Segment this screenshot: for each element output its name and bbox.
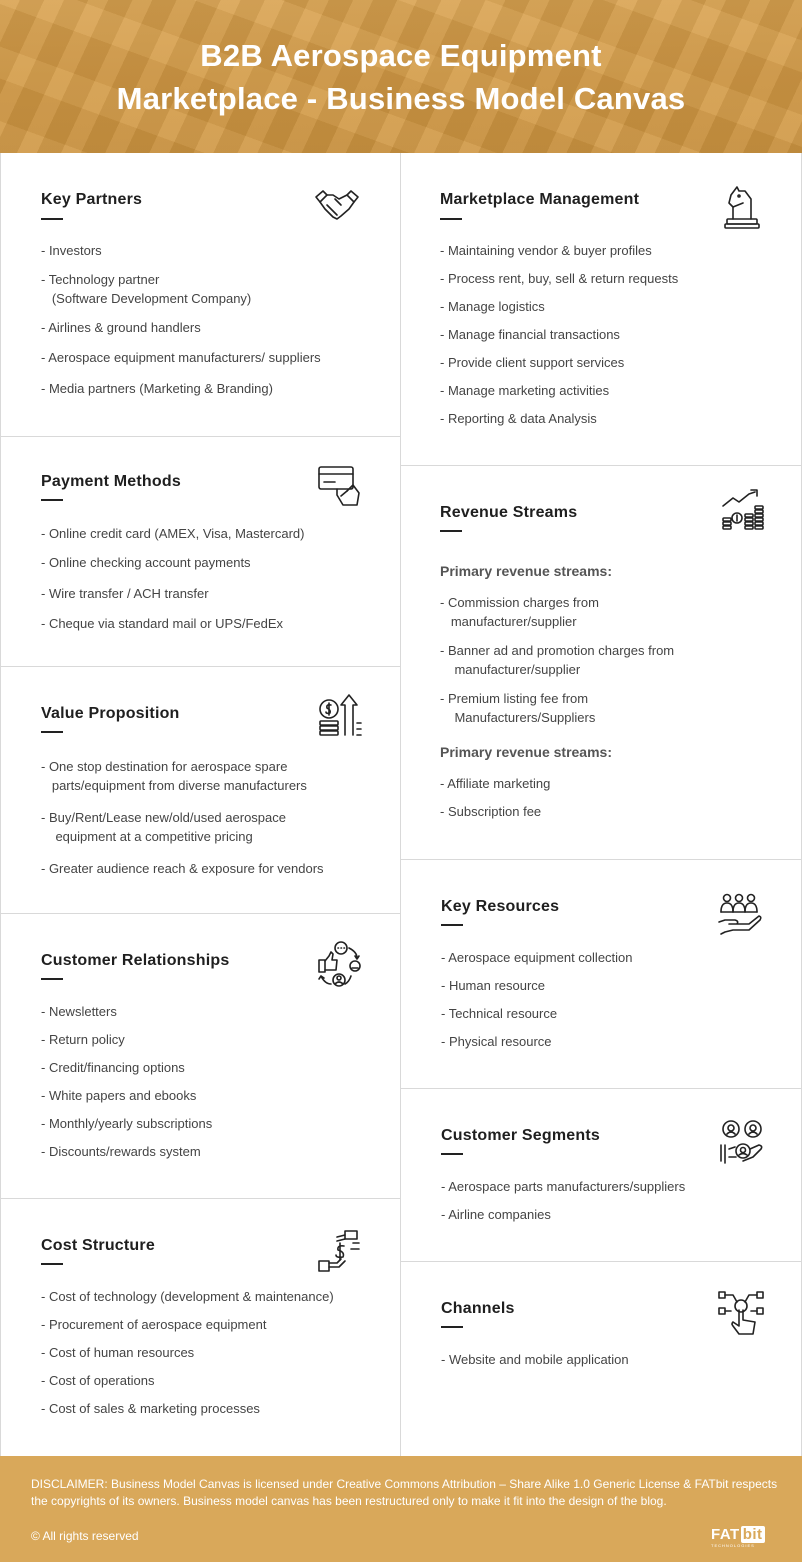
- title-underline: [41, 1263, 63, 1265]
- page-title-line1: B2B Aerospace Equipment: [200, 37, 602, 73]
- header-banner: [0, 0, 802, 153]
- fatbit-logo: [711, 1526, 765, 1543]
- title-underline: [441, 1326, 463, 1328]
- title-underline: [41, 978, 63, 980]
- list-item: - Cost of sales & marketing processes: [41, 1401, 260, 1416]
- logo-bit: bit: [742, 1526, 763, 1543]
- list-item: - Physical resource: [441, 1034, 552, 1049]
- page-title: [117, 34, 686, 120]
- list-item: - Website and mobile application: [441, 1352, 629, 1367]
- list-item: - Media partners (Marketing & Branding): [41, 381, 273, 396]
- list-item: Manufacturers/Suppliers: [440, 710, 596, 725]
- key-resources-list: [441, 948, 633, 1051]
- list-item: - Online credit card (AMEX, Visa, Mastercard): [41, 526, 305, 541]
- customer-segments-title: Customer Segments: [441, 1127, 600, 1144]
- list-item: - Greater audience reach & exposure for vendors: [41, 861, 324, 876]
- title-underline: [440, 218, 462, 220]
- title-underline: [440, 530, 462, 532]
- list-item: - Buy/Rent/Lease new/old/used aerospace: [41, 810, 286, 825]
- people-hand-icon: [717, 890, 765, 938]
- logo-subtitle: TECHNOLOGIES: [711, 1543, 755, 1548]
- list-item: - Provide client support services: [440, 355, 625, 370]
- revenue-subheading-secondary: Primary revenue streams:: [440, 744, 612, 760]
- customer-relationships-title: Customer Relationships: [41, 952, 230, 969]
- copyright-text: © All rights reserved: [31, 1529, 139, 1543]
- list-item: manufacturer/supplier: [440, 614, 577, 629]
- list-item: - Aerospace equipment manufacturers/ suppliers: [41, 350, 321, 365]
- revenue-streams-section: [401, 466, 802, 860]
- title-underline: [41, 731, 63, 733]
- list-item: - Premium listing fee from: [440, 691, 589, 706]
- key-partners-title: Key Partners: [41, 191, 143, 208]
- key-resources-title: Key Resources: [441, 898, 560, 915]
- list-item: (Software Development Company): [41, 291, 252, 306]
- customer-relationships-section: [1, 914, 400, 1199]
- channels-list: [441, 1350, 629, 1369]
- list-item: - Online checking account payments: [41, 555, 251, 570]
- list-item: - Maintaining vendor & buyer profiles: [440, 243, 652, 258]
- key-partners-section: [1, 153, 400, 437]
- key-resources-section: [401, 860, 802, 1089]
- value-proposition-section: [1, 667, 400, 914]
- list-item: - Aerospace parts manufacturers/suppliers: [441, 1179, 686, 1194]
- cost-structure-title: Cost Structure: [41, 1237, 155, 1254]
- cost-structure-list: [41, 1287, 334, 1418]
- list-item: - Subscription fee: [440, 804, 542, 819]
- customer-segments-list: [441, 1177, 685, 1224]
- revenue-subheading-primary: Primary revenue streams:: [440, 563, 612, 579]
- list-item: - One stop destination for aerospace spare: [41, 759, 288, 774]
- list-item: - Monthly/yearly subscriptions: [41, 1116, 213, 1131]
- touch-network-icon: [717, 1290, 765, 1338]
- value-proposition-list: [41, 757, 324, 878]
- list-item: - Manage logistics: [440, 299, 545, 314]
- disclaimer-text: DISCLAIMER: Business Model Canvas is licensed under Creative Commons Attribution – Share Alike 1.0 Generic License & FATbit respects the copyrights of its owners. Business model canvas has been restructured only to make it fit into the design of the blog.: [31, 1477, 778, 1508]
- business-model-canvas: [0, 153, 802, 1456]
- list-item: - Cheque via standard mail or UPS/FedEx: [41, 616, 284, 631]
- list-item: - Reporting & data Analysis: [440, 411, 597, 426]
- revenue-streams-title: Revenue Streams: [440, 504, 578, 521]
- handshake-icon: [313, 183, 361, 231]
- list-item: - Return policy: [41, 1032, 125, 1047]
- growth-coins-icon: [719, 484, 767, 532]
- customer-relationships-list: [41, 1002, 212, 1161]
- coins-arrow-up-icon: [315, 691, 363, 739]
- list-item: - Credit/financing options: [41, 1060, 185, 1075]
- value-proposition-title: Value Proposition: [41, 705, 180, 722]
- money-hands-icon: [315, 1227, 363, 1275]
- list-item: - Aerospace equipment collection: [441, 950, 633, 965]
- list-item: - Banner ad and promotion charges from: [440, 643, 675, 658]
- page-title-line2: Marketplace - Business Model Canvas: [116, 80, 686, 116]
- left-column: [1, 153, 401, 1456]
- list-item: - Cost of human resources: [41, 1345, 195, 1360]
- list-item: - Airlines & ground handlers: [41, 320, 201, 335]
- list-item: - Cost of technology (development & maintenance): [41, 1289, 334, 1304]
- title-underline: [441, 924, 463, 926]
- logo-fat: FAT: [711, 1526, 740, 1543]
- list-item: - Cost of operations: [41, 1373, 155, 1388]
- marketplace-management-section: [401, 153, 802, 466]
- customer-segments-section: [401, 1089, 802, 1262]
- title-underline: [441, 1153, 463, 1155]
- list-item: - Airline companies: [441, 1207, 551, 1222]
- list-item: equipment at a competitive pricing: [41, 829, 253, 844]
- payment-methods-section: [1, 437, 400, 667]
- list-item: - Manage marketing activities: [440, 383, 610, 398]
- payment-methods-list: [41, 524, 304, 633]
- title-underline: [41, 218, 63, 220]
- segments-icon: [719, 1119, 767, 1167]
- list-item: - Commission charges from: [440, 595, 599, 610]
- marketplace-management-title: Marketplace Management: [440, 191, 640, 208]
- list-item: - Investors: [41, 243, 102, 258]
- list-item: - Discounts/rewards system: [41, 1144, 201, 1159]
- right-column: [401, 153, 802, 1456]
- channels-section: [401, 1262, 802, 1456]
- customer-cycle-icon: [315, 940, 363, 988]
- list-item: parts/equipment from diverse manufacturers: [41, 778, 307, 793]
- list-item: - White papers and ebooks: [41, 1088, 197, 1103]
- footer: [0, 1456, 802, 1562]
- list-item: - Process rent, buy, sell & return requests: [440, 271, 679, 286]
- list-item: - Manage financial transactions: [440, 327, 620, 342]
- key-partners-list: [41, 241, 321, 398]
- revenue-secondary-list: [440, 774, 550, 821]
- cost-structure-section: [1, 1199, 400, 1456]
- revenue-primary-list: [440, 593, 674, 727]
- list-item: - Technology partner: [41, 272, 160, 287]
- marketplace-management-list: [440, 241, 678, 428]
- chess-knight-icon: [717, 183, 765, 231]
- credit-card-hand-icon: [315, 463, 363, 511]
- list-item: - Affiliate marketing: [440, 776, 551, 791]
- list-item: - Technical resource: [441, 1006, 558, 1021]
- list-item: - Procurement of aerospace equipment: [41, 1317, 267, 1332]
- list-item: - Human resource: [441, 978, 546, 993]
- list-item: manufacturer/supplier: [440, 662, 581, 677]
- channels-title: Channels: [441, 1300, 515, 1317]
- list-item: - Wire transfer / ACH transfer: [41, 586, 209, 601]
- title-underline: [41, 499, 63, 501]
- payment-methods-title: Payment Methods: [41, 473, 181, 490]
- list-item: - Newsletters: [41, 1004, 117, 1019]
